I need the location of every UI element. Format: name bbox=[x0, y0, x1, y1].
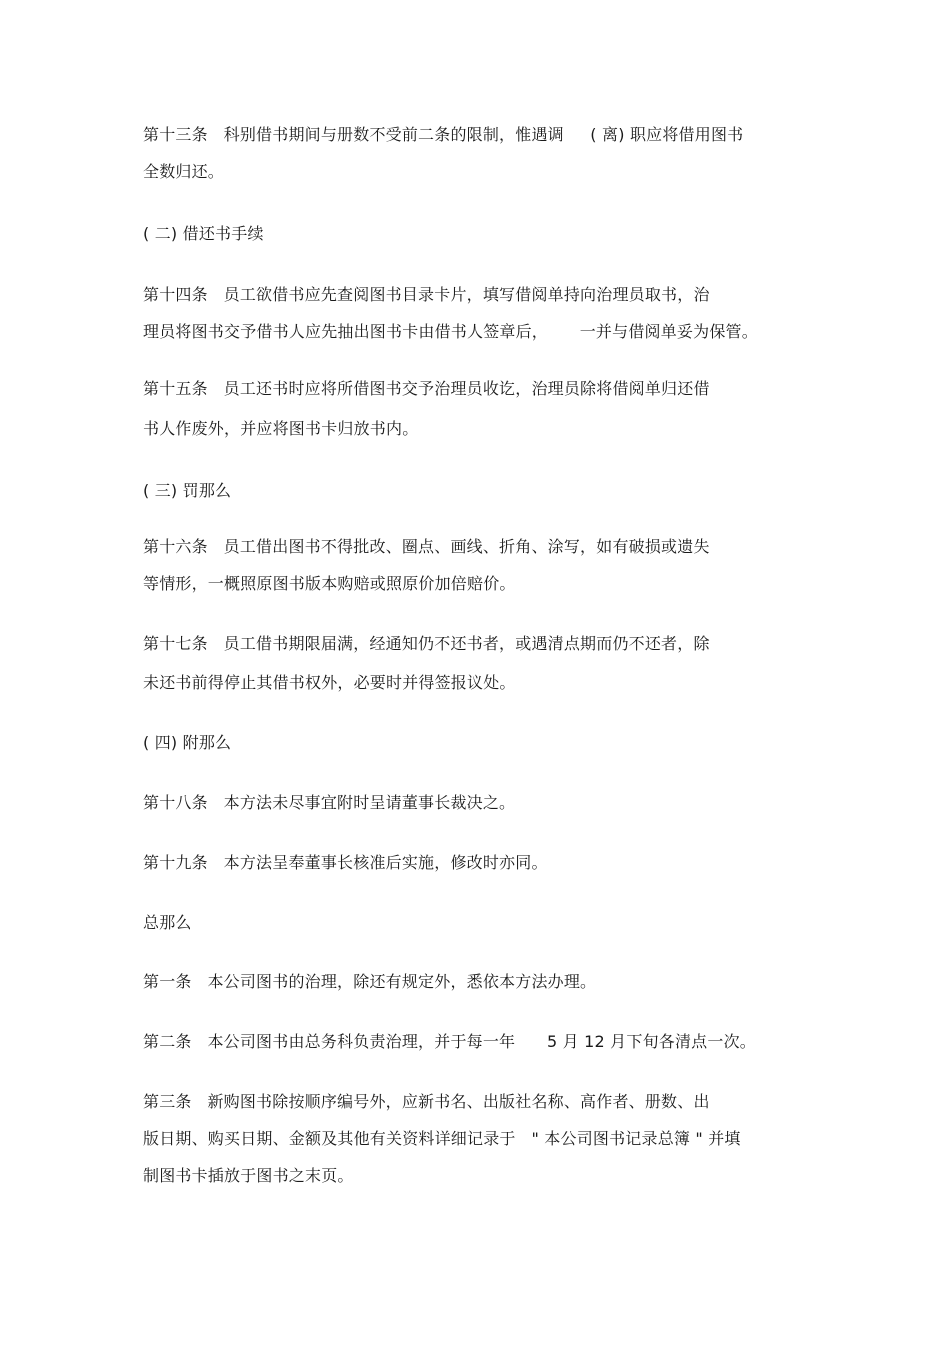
article-13-line-2: 全数归还。 bbox=[143, 162, 225, 181]
article-14-line-1: 第十四条 员工欲借书应先查阅图书目录卡片，填写借阅单持向治理员取书，治 bbox=[143, 285, 710, 304]
article-14-line-2: 理员将图书交予借书人应先抽出图书卡由借书人签章后， 一并与借阅单妥为保管。 bbox=[143, 322, 758, 341]
article-1-line: 第一条 本公司图书的治理，除还有规定外，悉依本方法办理。 bbox=[143, 972, 597, 991]
article-17-line-1: 第十七条 员工借书期限届满，经通知仍不还书者，或遇清点期而仍不还者，除 bbox=[143, 634, 710, 653]
article-17-line-2: 未还书前得停止其借书权外，必要时并得签报议处。 bbox=[143, 673, 516, 692]
article-3-line-1: 第三条 新购图书除按顺序编号外，应新书名、出版社名称、高作者、册数、出 bbox=[143, 1092, 710, 1111]
section-heading-penalties: ( 三) 罚那么 bbox=[143, 481, 232, 500]
article-13-line-1: 第十三条 科别借书期间与册数不受前二条的限制，惟遇调 ( 离) 职应将借用图书 bbox=[143, 125, 744, 144]
article-16-line-1: 第十六条 员工借出图书不得批改、圈点、画线、折角、涂写，如有破损或遗失 bbox=[143, 537, 710, 556]
article-2-line: 第二条 本公司图书由总务科负责治理，并于每一年 5 月 12 月下旬各清点一次。 bbox=[143, 1032, 756, 1051]
section-heading-supplementary: ( 四) 附那么 bbox=[143, 733, 232, 752]
article-3-line-2: 版日期、购买日期、金额及其他有关资料详细记录于 " 本公司图书记录总簿 " 并填 bbox=[143, 1129, 741, 1148]
section-heading-general: 总那么 bbox=[143, 913, 192, 932]
article-3-line-3: 制图书卡插放于图书之末页。 bbox=[143, 1166, 354, 1185]
article-15-line-1: 第十五条 员工还书时应将所借图书交予治理员收讫，治理员除将借阅单归还借 bbox=[143, 379, 710, 398]
article-18-line: 第十八条 本方法未尽事宜附时呈请董事长裁决之。 bbox=[143, 793, 516, 812]
section-heading-borrow-return: ( 二) 借还书手续 bbox=[143, 224, 264, 243]
article-15-line-2: 书人作废外，并应将图书卡归放书内。 bbox=[143, 419, 419, 438]
article-16-line-2: 等情形，一概照原图书版本购赔或照原价加倍赔价。 bbox=[143, 574, 516, 593]
article-19-line: 第十九条 本方法呈奉董事长核准后实施，修改时亦同。 bbox=[143, 853, 548, 872]
